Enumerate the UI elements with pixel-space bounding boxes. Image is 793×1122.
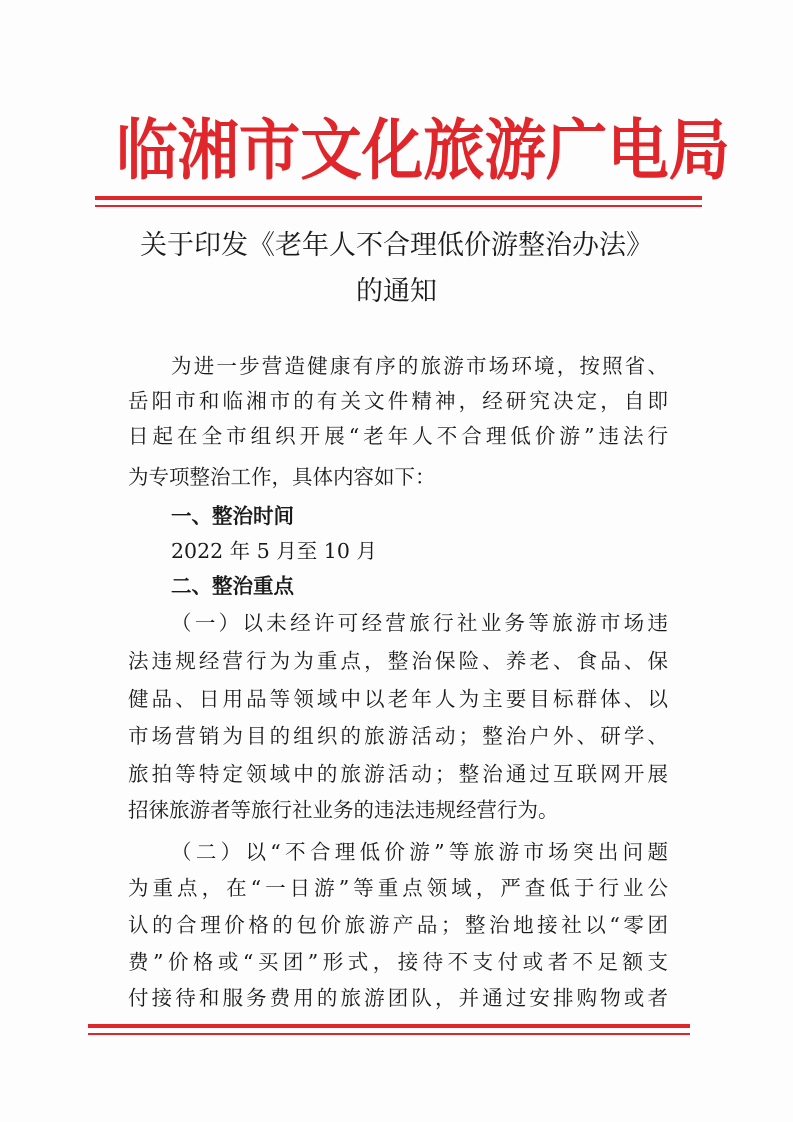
- body-line: 岳阳市和临湘市的有关文件精神，经研究决定，自即: [128, 389, 668, 413]
- section-1-content: 2022 年 5 月至 10 月: [171, 539, 377, 563]
- body-line: 招徕旅游者等旅行社业务的违法违规经营行为。: [128, 798, 559, 822]
- footer-rule-thick: [88, 1024, 690, 1028]
- footer-rule-thin: [88, 1033, 690, 1035]
- masthead-rule-thin: [95, 205, 702, 207]
- body-line: 费”价格或“买团”形式，接待不支付或者不足额支: [128, 950, 668, 974]
- document-title-line-2: 的通知: [356, 276, 437, 307]
- masthead-org-name: 临湘市文化旅游广电局: [116, 111, 730, 189]
- body-line: 付接待和服务费用的旅游团队，并通过安排购物或者: [128, 986, 668, 1010]
- body-line: 为进一步营造健康有序的旅游市场环境，按照省、: [171, 354, 668, 378]
- body-line: 为专项整治工作，具体内容如下：: [128, 465, 436, 489]
- section-heading-1: 一、整治时间: [171, 504, 294, 528]
- body-line: 旅拍等特定领域中的旅游活动；整治通过互联网开展: [128, 762, 668, 786]
- document-title-line-1: 关于印发《老年人不合理低价游整治办法》: [140, 230, 653, 261]
- body-line: 健品、日用品等领域中以老年人为主要目标群体、以: [128, 687, 668, 711]
- body-line: 法违规经营行为为重点，整治保险、养老、食品、保: [128, 649, 668, 673]
- section-heading-2: 二、整治重点: [171, 574, 294, 598]
- body-line: 认的合理价格的包价旅游产品；整治地接社以“零团: [128, 913, 668, 937]
- body-line: 日起在全市组织开展“老年人不合理低价游”违法行: [128, 424, 668, 448]
- body-line: （一）以未经许可经营旅行社业务等旅游市场违: [171, 611, 668, 635]
- body-line: 市场营销为目的组织的旅游活动；整治户外、研学、: [128, 724, 668, 748]
- body-line: （二）以“不合理低价游”等旅游市场突出问题: [171, 840, 668, 864]
- masthead-rule-thick: [95, 196, 702, 200]
- body-line: 为重点，在“一日游”等重点领域，严查低于行业公: [128, 876, 668, 900]
